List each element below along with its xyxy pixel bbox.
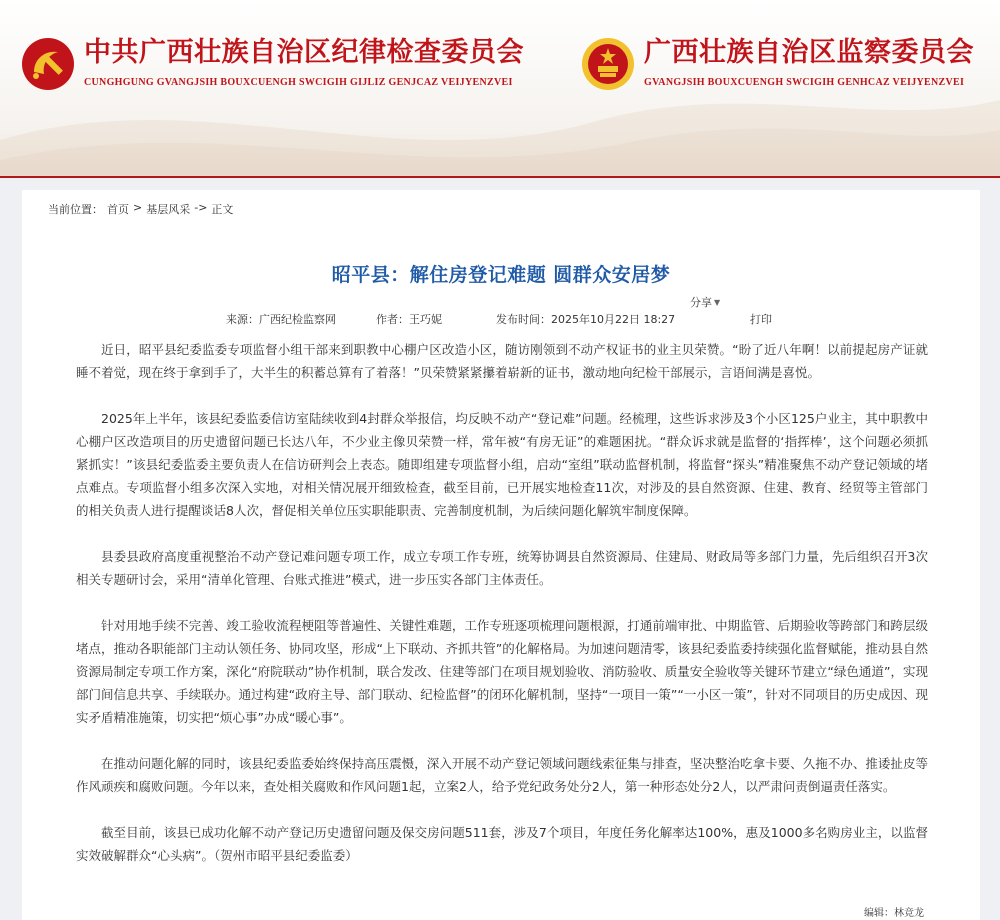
article-paragraph: 针对用地手续不完善、竣工验收流程梗阻等普遍性、关键性难题，工作专班逐项梳理问题根源，打通前端审批、中期监管、后期验收等跨部门和跨层级堵点，推动各职能部门主动认领任务、协同攻坚，形成“上下联动、齐抓共管”的化解格局。为加速问题清零，该县纪委监委持续强化监督赋能，推动县自然资源局制定专项工作方案，深化“府院联动”协作机制，联合发改、住建等部门在项目规划验收、消防验收、质量安全验收等关键环节建立“绿色通道”，实现部门间信息共享、手续联办。通过构建“政府主导、部门联动、纪检监督”的闭环化解机制，坚持“一项目一策”“一小区一策”，针对不同项目的历史成因、现实矛盾精准施策，切实把“烦心事”办成“暖心事”。: [76, 618, 928, 725]
breadcrumb-separator: >: [133, 201, 143, 214]
breadcrumb-section-link[interactable]: 基层风采: [146, 203, 191, 216]
article-title: 昭平县：解住房登记难题 圆群众安居梦: [331, 264, 671, 286]
article-paragraph: 县委县政府高度重视整治不动产登记难问题专项工作，成立专项工作专班，统筹协调县自然资源局、住建局、财政局等多部门力量，先后组织召开3次相关专题研讨会，采用“清单化管理、台账式推进”模式，进一步压实各部门主体责任。: [76, 549, 928, 587]
article-paragraph: 在推动问题化解的同时，该县纪委监委始终保持高压震慑，深入开展不动产登记领域问题线索征集与排查，坚决整治吃拿卡要、久拖不办、推诿扯皮等作风顽疾和腐败问题。今年以来，查处相关腐败和作风问题1起，立案2人，给予党纪政务处分2人，第一种形态处分2人，以严肃问责倒逼责任落实。: [76, 756, 928, 794]
breadcrumb-prefix: 当前位置：: [48, 203, 103, 216]
print-button[interactable]: 打印: [750, 313, 772, 326]
cdi-name: 中共广西壮族自治区纪律检查委员会: [84, 37, 524, 68]
article-body: [76, 338, 928, 890]
cdi-logo-block[interactable]: [20, 36, 524, 92]
breadcrumb: [48, 201, 233, 217]
article-paragraph: 近日，昭平县纪委监委专项监督小组干部来到职教中心棚户区改造小区，随访刚领到不动产权证书的业主贝荣赞。“盼了近八年啊！以前提起房产证就睡不着觉，现在终于拿到手了，大半生的积蓄总算有了着落！”贝荣赞紧紧攥着崭新的证书，激动地向纪检干部展示，言语间满是喜悦。: [76, 342, 928, 380]
site-header: [0, 0, 1000, 178]
breadcrumb-separator: ->: [194, 201, 208, 214]
party-emblem-icon: [20, 36, 76, 92]
article-paragraph: 2025年上半年，该县纪委监委信访室陆续收到4封群众举报信，均反映不动产“登记难”问题。经梳理，这些诉求涉及3个小区125户业主，其中职教中心棚户区改造项目的历史遗留问题已长达八年，不少业主像贝荣赞一样，常年被“有房无证”的难题困扰。“群众诉求就是监督的‘指挥棒’，这个问题必须抓紧抓实！”该县纪委监委主要负责人在信访研判会上表态。随即组建专项监督小组，启动“室组”联动监督机制，将监督“探头”精准聚焦不动产登记领域的堵点难点。专项监督小组多次深入实地，对相关情况展开细致检查，截至目前，已开展实地检查11次，对涉及的县自然资源、住建、教育、经贸等主管部门的相关负责人进行提醒谈话8人次，督促相关单位压实职能职责、完善制度机制，为后续问题化解筑牢制度保障。: [76, 411, 928, 518]
breadcrumb-current: 正文: [211, 203, 234, 216]
article-date: 发布时间：2025年10月22日 18:27: [496, 313, 676, 326]
article-editor: 编辑：林竞龙: [864, 908, 924, 919]
article-container: [22, 190, 980, 920]
article-paragraph: 截至目前，该县已成功化解不动产登记历史遗留问题及保交房问题511套，涉及7个项目，年度任务化解率达100%，惠及1000多名购房业主，以监督实效破解群众“心头病”。（贺州市昭平县纪委监委）: [76, 825, 928, 863]
chevron-down-icon: ▼: [714, 297, 721, 307]
share-button[interactable]: [690, 294, 720, 310]
supervision-logo-block[interactable]: [580, 36, 974, 92]
header-divider: [0, 176, 1000, 178]
share-label: 分享: [690, 296, 712, 309]
supervision-name: 广西壮族自治区监察委员会: [644, 37, 974, 68]
article-source: 来源：广西纪检监察网: [226, 313, 336, 326]
breadcrumb-home-link[interactable]: 首页: [107, 203, 129, 216]
cdi-name-zhuang: CUNGHGUNG GVANGJSIH BOUXCUENGH SWCIGIH GIJLIZ GENJCAZ VEIJYENZVEI: [84, 77, 513, 88]
national-emblem-icon: [580, 36, 636, 92]
article-author: 作者：王巧妮: [376, 313, 442, 326]
supervision-name-zhuang: GVANGJSIH BOUXCUENGH SWCIGIH GENHCAZ VEIJYENZVEI: [644, 77, 965, 88]
